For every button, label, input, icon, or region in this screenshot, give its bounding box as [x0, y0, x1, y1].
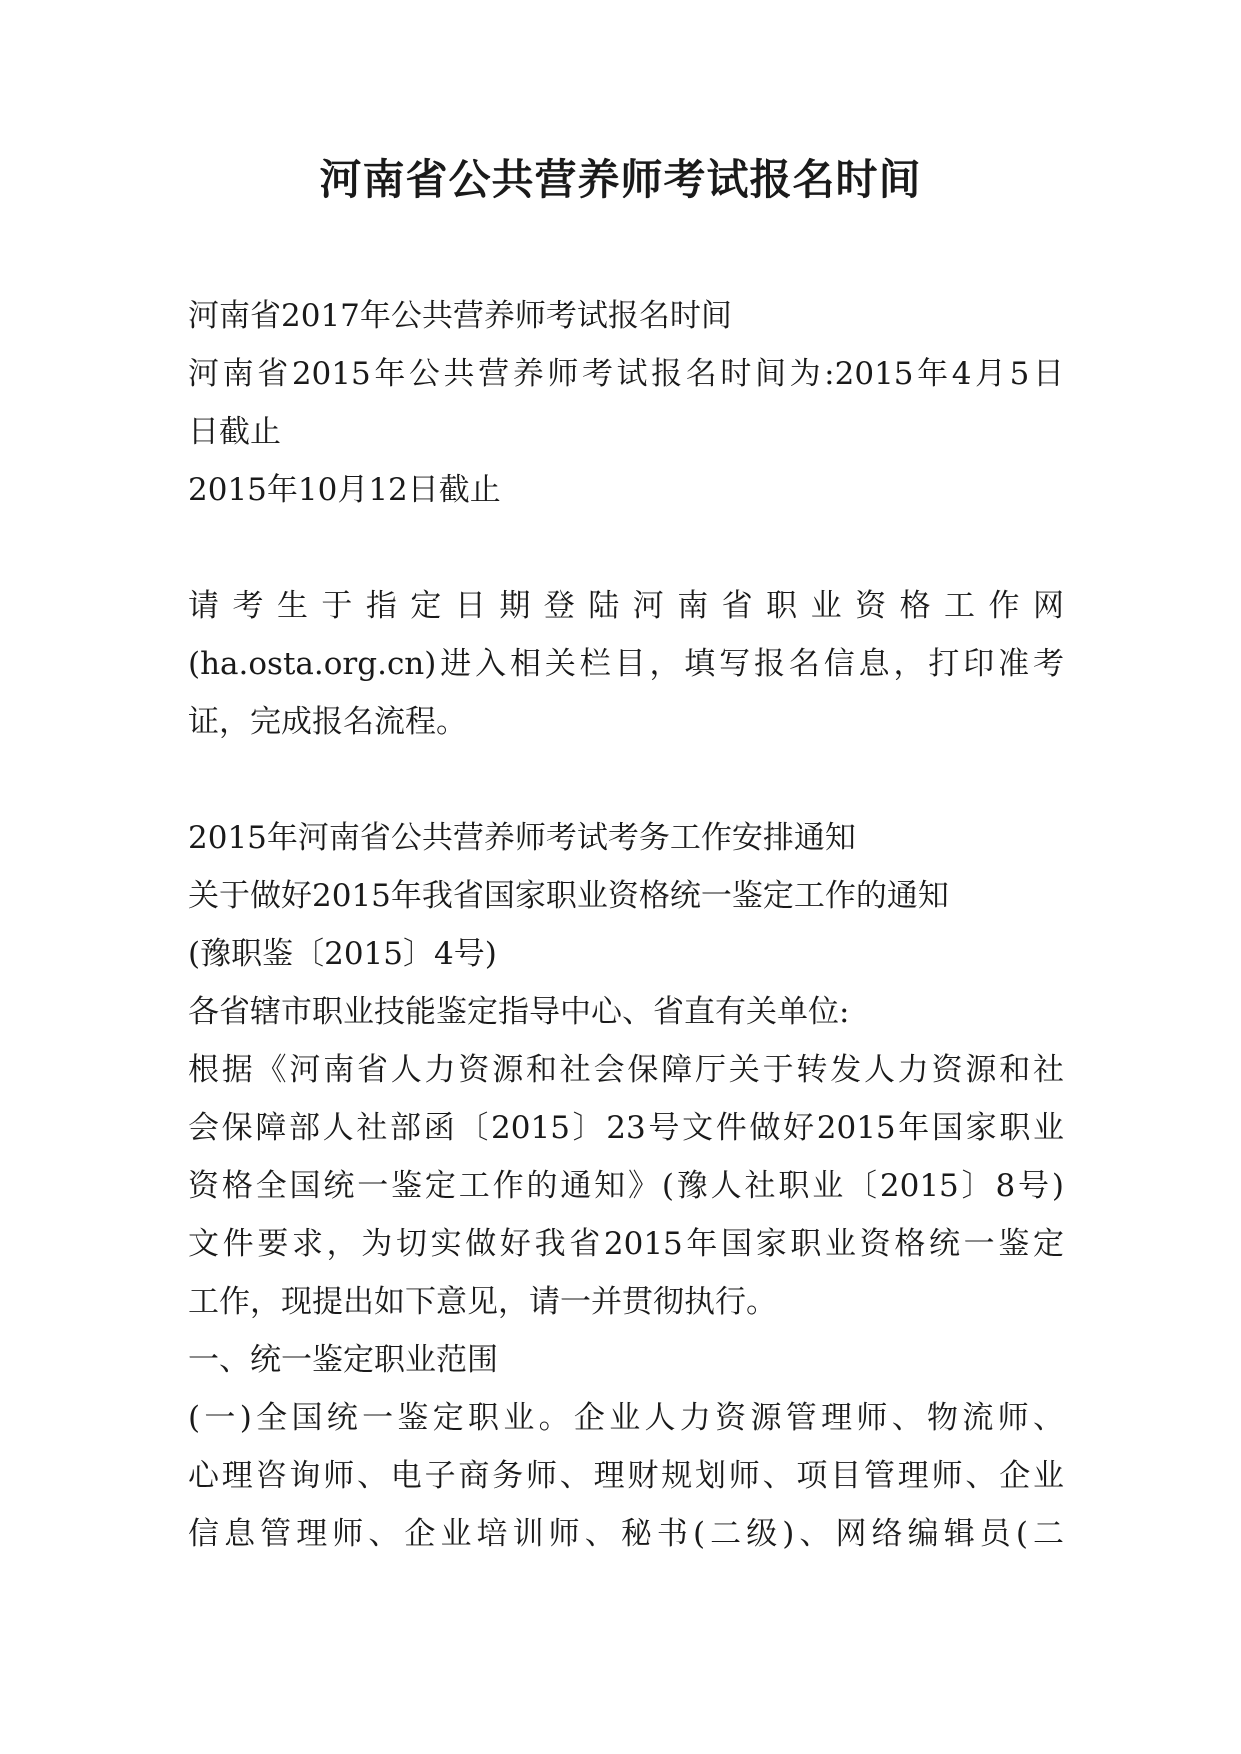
paragraph-line: (豫职鉴〔2015〕4号): [188, 936, 497, 972]
paragraph-line: 2015年10月12日截止: [188, 472, 501, 508]
paragraph-line: 会保障部人社部函〔2015〕23号文件做好2015年国家职业: [188, 1110, 1064, 1146]
paragraph-line: (ha.osta.org.cn)进入相关栏目，填写报名信息，打印准考: [188, 646, 1064, 682]
paragraph-line: 证，完成报名流程。: [188, 704, 467, 740]
paragraph-line: (一)全国统一鉴定职业。企业人力资源管理师、物流师、: [188, 1400, 1064, 1436]
paragraph-line: 根据《河南省人力资源和社会保障厅关于转发人力资源和社: [188, 1052, 1064, 1088]
paragraph-line: 请考生于指定日期登陆河南省职业资格工作网: [188, 588, 1064, 624]
paragraph-line: 2015年河南省公共营养师考试考务工作安排通知: [188, 820, 856, 856]
paragraph-line: 关于做好2015年我省国家职业资格统一鉴定工作的通知: [188, 878, 949, 914]
paragraph-line: 河南省2017年公共营养师考试报名时间: [188, 298, 732, 334]
paragraph-line: 日截止: [188, 414, 281, 450]
paragraph-line: 工作，现提出如下意见，请一并贯彻执行。: [188, 1284, 777, 1320]
document-title: 河南省公共营养师考试报名时间: [319, 155, 922, 204]
paragraph-line: 河南省2015年公共营养师考试报名时间为:2015年4月5日: [188, 356, 1064, 392]
paragraph-spacer: [188, 751, 1064, 809]
document-body: [188, 287, 1064, 1563]
paragraph-line: 各省辖市职业技能鉴定指导中心、省直有关单位:: [188, 994, 850, 1030]
paragraph-line: 资格全国统一鉴定工作的通知》(豫人社职业〔2015〕8号): [188, 1168, 1064, 1204]
paragraph-line: 一、统一鉴定职业范围: [188, 1342, 498, 1378]
paragraph-line: 心理咨询师、电子商务师、理财规划师、项目管理师、企业: [188, 1458, 1064, 1494]
paragraph-spacer: [188, 519, 1064, 577]
paragraph-line: 文件要求，为切实做好我省2015年国家职业资格统一鉴定: [188, 1226, 1064, 1262]
paragraph-line: 信息管理师、企业培训师、秘书(二级)、网络编辑员(二: [188, 1516, 1064, 1552]
